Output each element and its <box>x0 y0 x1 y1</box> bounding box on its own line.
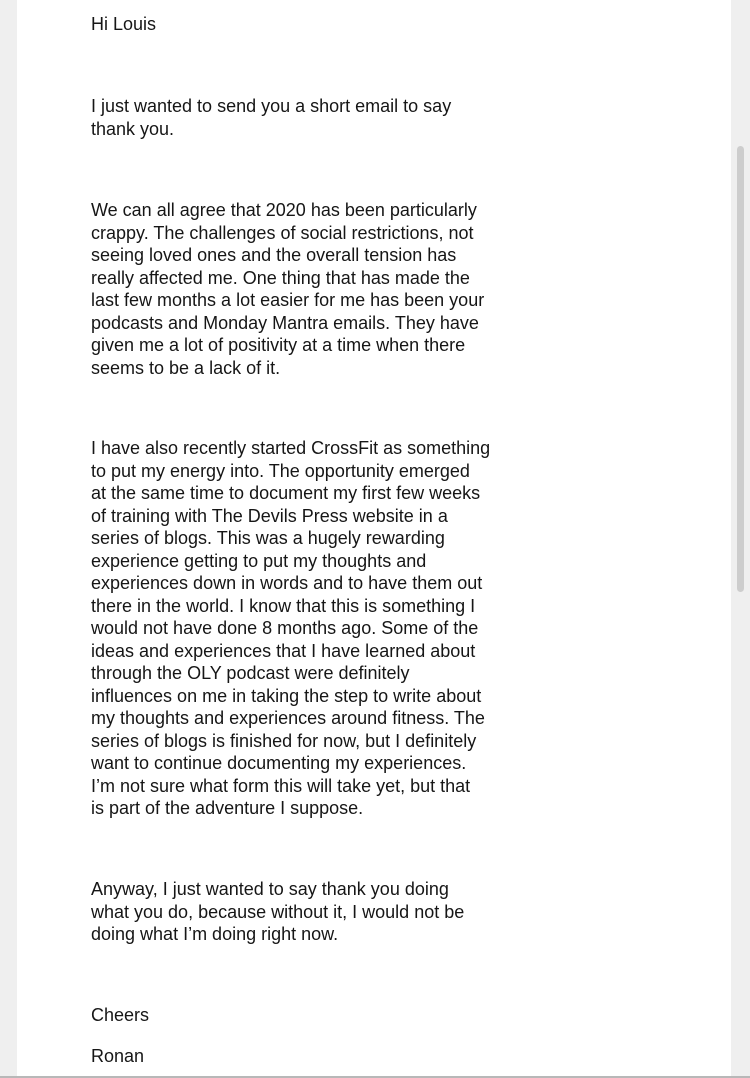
paragraph-line: want to continue documenting my experiences. <box>91 753 467 773</box>
email-paragraph-4 <box>91 878 464 946</box>
paragraph-line: there in the world. I know that this is something I <box>91 595 476 616</box>
paragraph-line: last few months a lot easier for me has been your <box>91 290 485 310</box>
paragraph-line: ideas and experiences that I have learned about <box>91 640 476 661</box>
email-paragraph-2 <box>91 199 484 379</box>
paragraph-line: through the OLY podcast were definitely <box>91 663 410 683</box>
paragraph-line: experiences down in words and to have them out <box>91 573 483 593</box>
paragraph-line: I’m not sure what form this will take yet, but that <box>91 775 471 796</box>
paragraph-line: to put my energy into. The opportunity emerged <box>91 460 470 481</box>
email-paragraph-1 <box>91 95 451 140</box>
paragraph-line: my thoughts and experiences around fitness. The <box>91 708 485 728</box>
paragraph-line: of training with The Devils Press website in a <box>91 505 448 526</box>
email-signature: Ronan <box>91 1046 145 1066</box>
paragraph-line: series of blogs is finished for now, but I definitely <box>91 730 477 751</box>
paragraph-line: series of blogs. This was a hugely rewarding <box>91 528 445 548</box>
paragraph-line: doing what I’m doing right now. <box>91 924 339 944</box>
paragraph-line: thank you. <box>91 118 175 139</box>
paragraph-line: Anyway, I just wanted to say thank you doing <box>91 879 449 899</box>
paragraph-line: I just wanted to send you a short email to say <box>91 96 452 116</box>
paragraph-line: at the same time to document my first few weeks <box>91 483 481 503</box>
email-signoff: Cheers <box>91 1005 150 1025</box>
paragraph-line: seeing loved ones and the overall tension has <box>91 245 457 265</box>
paragraph-line: influences on me in taking the step to write about <box>91 685 482 706</box>
paragraph-line: We can all agree that 2020 has been particularly <box>91 200 477 220</box>
paragraph-line: crappy. The challenges of social restrictions, not <box>91 222 474 243</box>
email-message-page <box>17 0 731 1078</box>
paragraph-line: experience getting to put my thoughts and <box>91 550 427 571</box>
vertical-scrollbar-thumb[interactable] <box>737 146 744 592</box>
paragraph-line: what you do, because without it, I would not be <box>91 901 465 922</box>
paragraph-line: given me a lot of positivity at a time when there <box>91 335 466 355</box>
email-greeting: Hi Louis <box>91 14 157 34</box>
paragraph-line: I have also recently started CrossFit as something <box>91 438 491 458</box>
email-paragraph-3 <box>91 437 490 820</box>
paragraph-line: podcasts and Monday Mantra emails. They have <box>91 312 479 333</box>
paragraph-line: would not have done 8 months ago. Some of the <box>91 618 479 638</box>
paragraph-line: seems to be a lack of it. <box>91 357 281 378</box>
paragraph-line: really affected me. One thing that has made the <box>91 267 470 288</box>
paragraph-line: is part of the adventure I suppose. <box>91 798 364 818</box>
